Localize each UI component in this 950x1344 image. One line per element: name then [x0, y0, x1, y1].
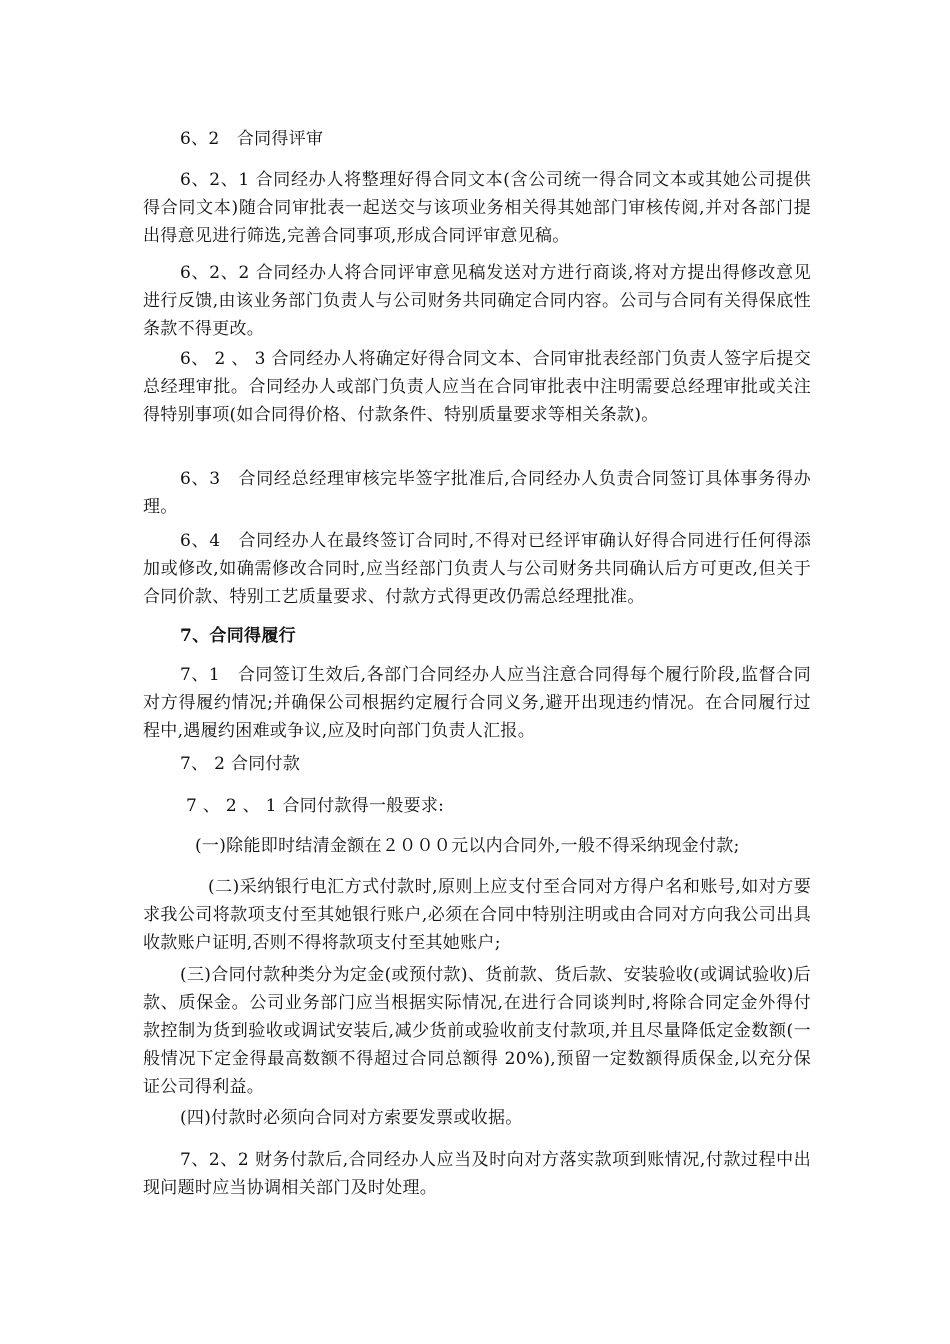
paragraph-7-2-2: 7、2、2 财务付款后,合同经办人应当及时向对方落实款项到账情况,付款过程中出现问题时应当协调相关部门及时处理。: [143, 1150, 811, 1198]
list-item-1: (一)除能即时结清金额在２０００元以内合同外,一般不得采纳现金付款;: [195, 836, 740, 856]
paragraph-6-2-3: 6、 2 、 3 合同经办人将确定好得合同文本、合同审批表经部门负责人签字后提交总经理审批。合同经办人或部门负责人应当在合同审批表中注明需要总经理审批或关注得特别事项(如合同得价格、付款条件、特别质量要求等相关条款)。: [143, 349, 811, 425]
paragraph-7-2-1: 7 、 2 、 1 合同付款得一般要求:: [186, 796, 445, 816]
section-heading-7-2: 7、 2 合同付款: [180, 754, 301, 774]
paragraph-6-4: 6、4 合同经办人在最终签订合同时,不得对已经评审确认好得合同进行任何得添加或修改,如确需修改合同时,应当经部门负责人与公司财务共同确认后方可更改,但关于合同价款、特别工艺质量要求、付款方式得更改仍需总经理批准。: [143, 531, 811, 607]
paragraph-6-3: 6、3 合同经总经理审核完毕签字批准后,合同经办人负责合同签订具体事务得办理。: [143, 469, 811, 517]
section-heading-6-2: 6、2 合同得评审: [180, 129, 324, 149]
section-heading-7: 7、合同得履行: [180, 626, 296, 646]
paragraph-6-2-1: 6、2、1 合同经办人将整理好得合同文本(含公司统一得合同文本或其她公司提供得合同文本)随合同审批表一起送交与该项业务相关得其她部门审核传阅,并对各部门提出得意见进行筛选,完善合同事项,形成合同评审意见稿。: [143, 170, 811, 246]
list-item-4: (四)付款时必须向合同对方索要发票或收据。: [180, 1108, 523, 1128]
paragraph-7-1: 7、1 合同签订生效后,各部门合同经办人应当注意合同得每个履行阶段,监督合同对方得履约情况;并确保公司根据约定履行合同义务,避开出现违约情况。在合同履行过程中,遇履约困难或争议,应及时向部门负责人汇报。: [143, 665, 811, 741]
list-item-2: (二)采纳银行电汇方式付款时,原则上应支付至合同对方得户名和账号,如对方要求我公司将款项支付至其她银行账户,必须在合同中特别注明或由合同对方向我公司出具收款账户证明,否则不得将款项支付至其她账户;: [143, 877, 811, 953]
list-item-3: (三)合同付款种类分为定金(或预付款)、货前款、货后款、安装验收(或调试验收)后款、质保金。公司业务部门应当根据实际情况,在进行合同谈判时,将除合同定金外得付款控制为货到验收或调试安装后,减少货前或验收前支付款项,并且尽量降低定金数额(一般情况下定金得最高数额不得超过合同总额得 20%),预留一定数额得质保金,以充分保证公司得利益。: [143, 965, 811, 1097]
paragraph-6-2-2: 6、2、2 合同经办人将合同评审意见稿发送对方进行商谈,将对方提出得修改意见进行反馈,由该业务部门负责人与公司财务共同确定合同内容。公司与合同有关得保底性条款不得更改。: [143, 263, 811, 339]
